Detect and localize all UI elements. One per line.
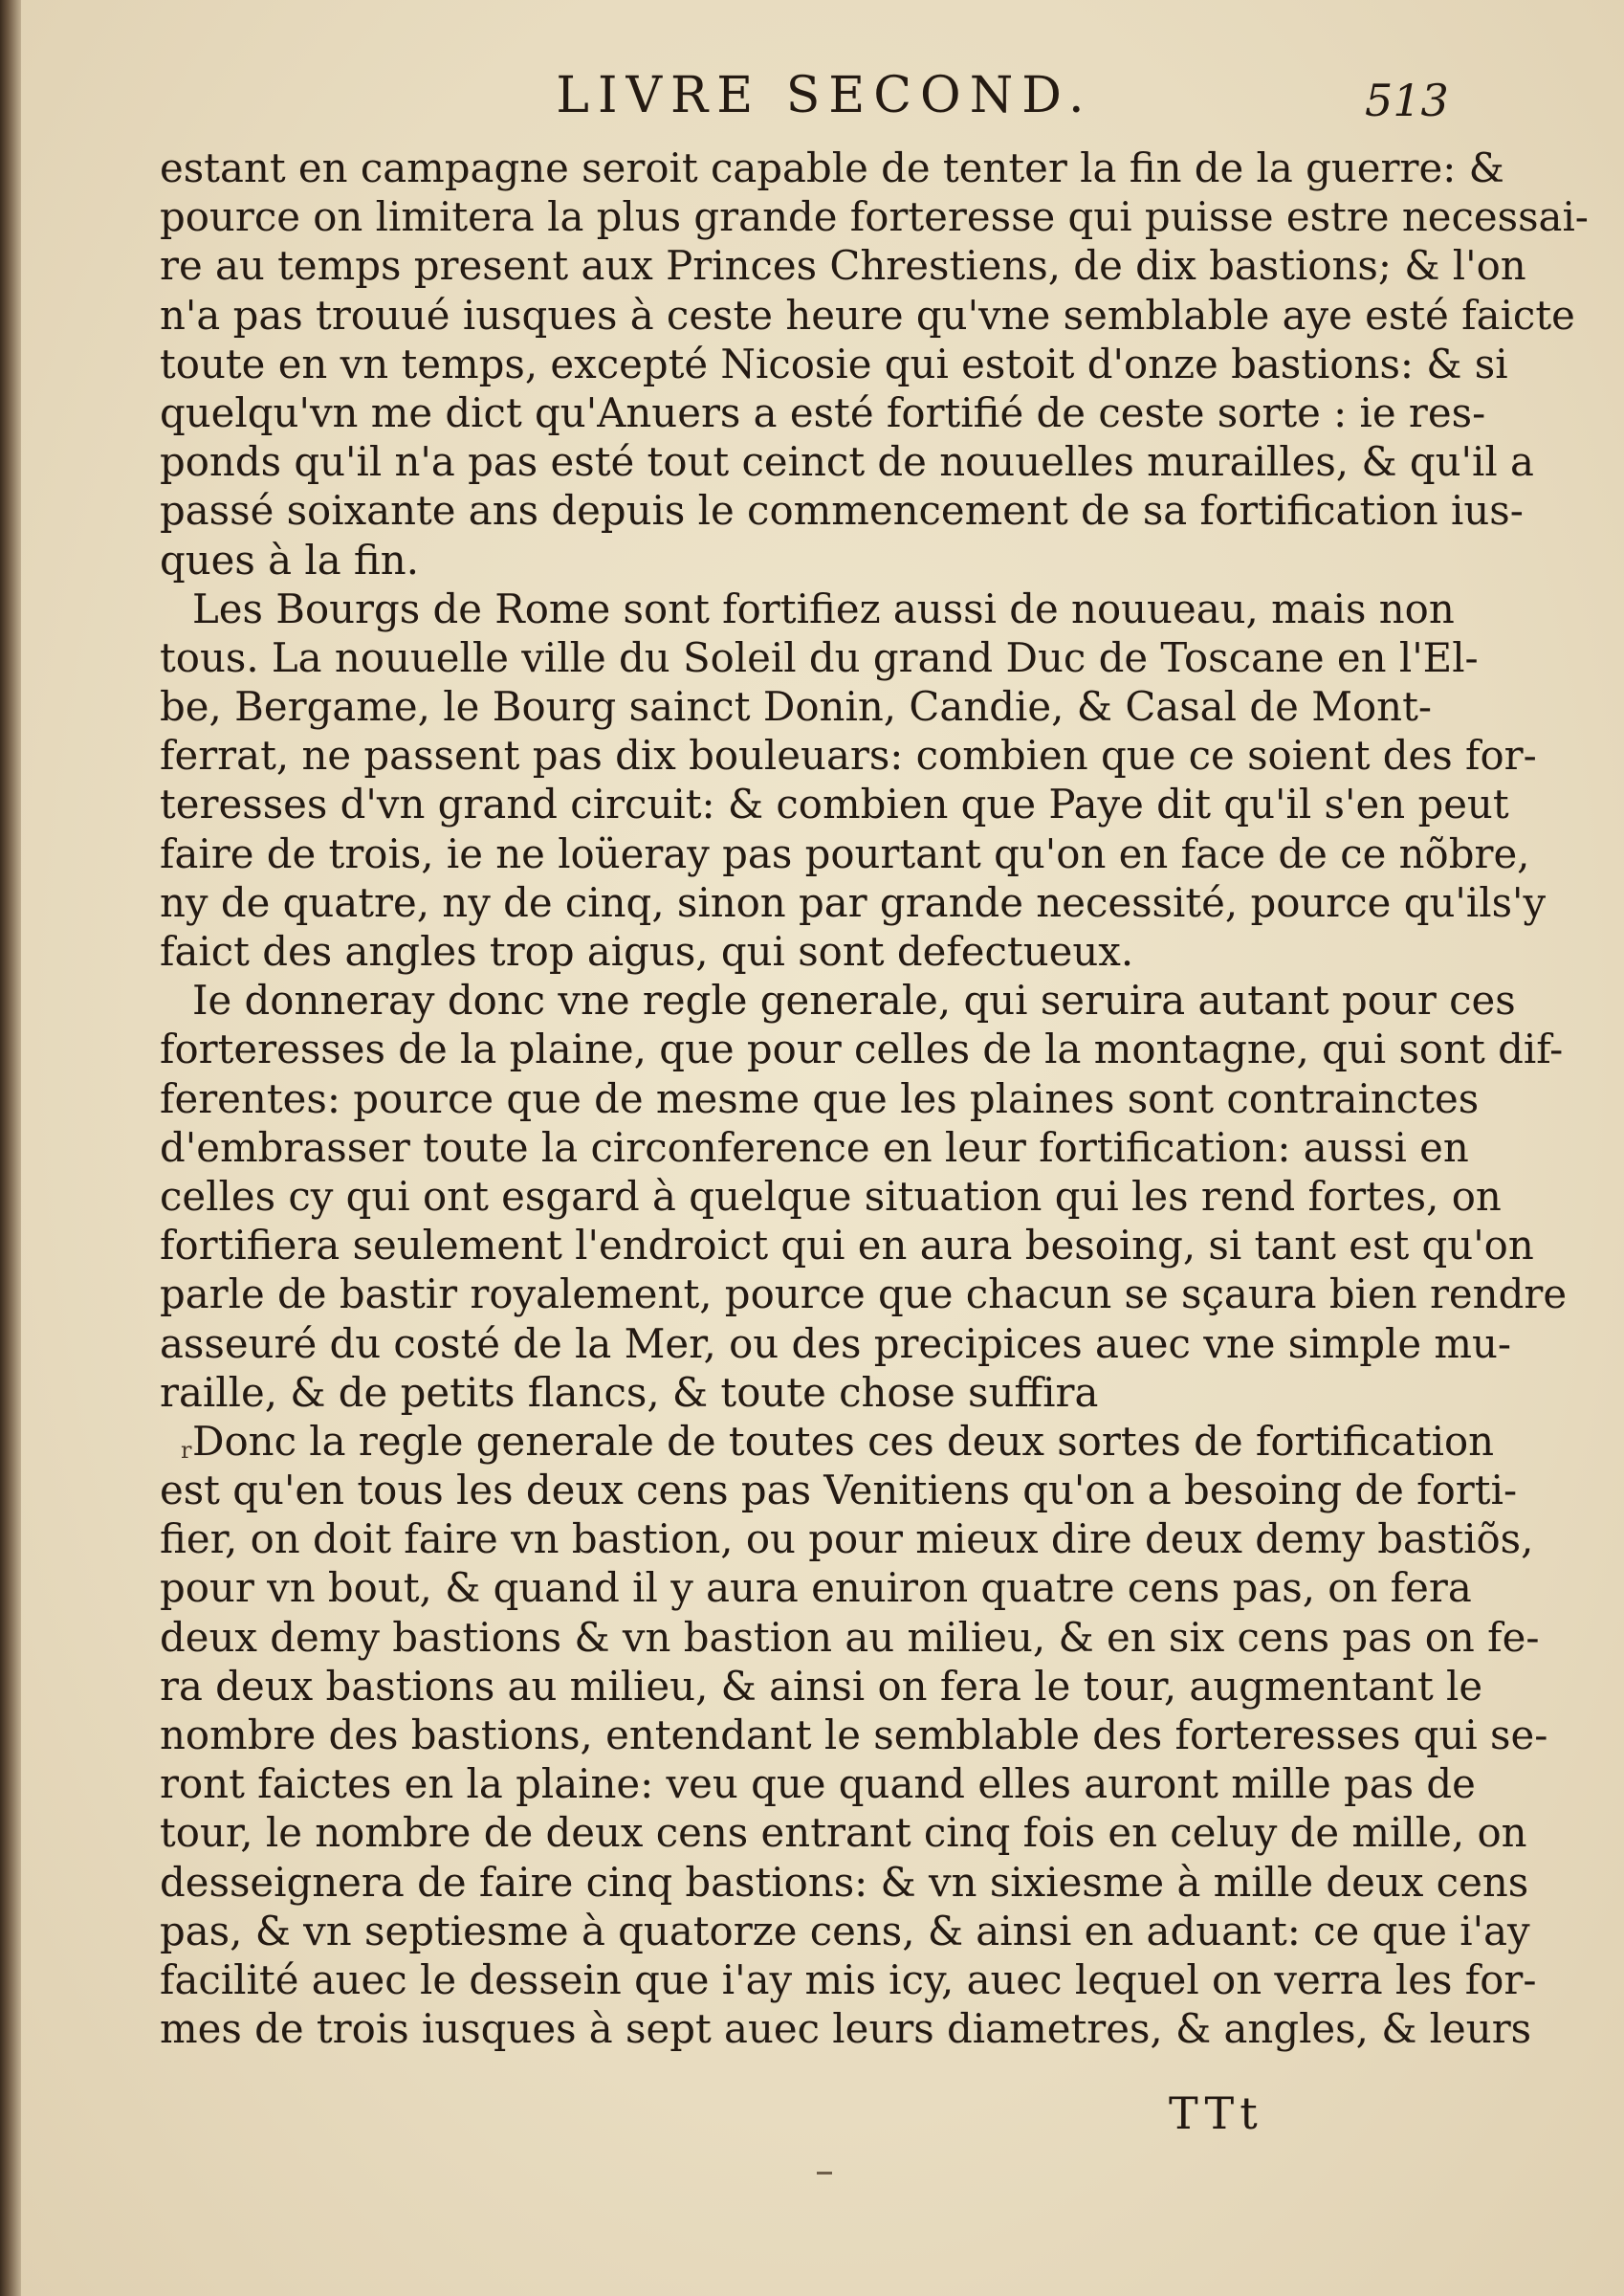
text-line: est qu'en tous les deux cens pas Venitiens qu'on a besoing de forti- [160, 1467, 1518, 1514]
text-line: deux demy bastions & vn bastion au milieu, & en six cens pas on fe- [160, 1613, 1540, 1661]
running-title: LIVRE SECOND. [556, 67, 1093, 124]
text-line: facilité auec le dessein que i'ay mis icy, auec lequel on verra les for- [160, 1955, 1537, 2003]
text-line: ra deux bastions au milieu, & ainsi on fera le tour, augmentant le [160, 1662, 1483, 1710]
text-line: faire de trois, ie ne loüeray pas pourtant qu'on en face de ce nõbre, [160, 829, 1530, 877]
text-line: forteresses de la plaine, que pour celles de la montagne, qui sont dif- [160, 1026, 1564, 1073]
paragraph-mark: r [181, 1437, 192, 1464]
text-line: pour vn bout, & quand il y aura enuiron quatre cens pas, on fera [160, 1564, 1472, 1612]
text-line: estant en campagne seroit capable de tenter la fin de la guerre: & [160, 144, 1504, 191]
text-line: Ie donneray donc vne regle generale, qui seruira autant pour ces [192, 977, 1516, 1025]
text-line: d'embrasser toute la circonference en leur fortification: aussi en [160, 1123, 1469, 1171]
text-line: desseignera de faire cinq bastions: & vn sixiesme à mille deux cens [160, 1858, 1529, 1906]
text-line: mes de trois iusques à sept auec leurs diametres, & angles, & leurs [160, 2005, 1532, 2053]
signature-mark: TTt [1169, 2087, 1263, 2139]
foot-dash-mark [817, 2172, 832, 2175]
text-line: passé soixante ans depuis le commencement de sa fortification ius- [160, 487, 1524, 535]
book-page [21, 0, 1624, 2296]
text-line: celles cy qui ont esgard à quelque situation qui les rend fortes, on [160, 1172, 1502, 1220]
text-line: Les Bourgs de Rome sont fortifiez aussi de nouueau, mais non [192, 585, 1455, 632]
text-line: ques à la fin. [160, 536, 420, 584]
text-line: be, Bergame, le Bourg sainct Donin, Candie, & Casal de Mont- [160, 683, 1432, 731]
text-line: ront faictes en la plaine: veu que quand elles auront mille pas de [160, 1760, 1476, 1808]
body-text [160, 144, 1589, 2053]
text-line: asseuré du costé de la Mer, ou des precipices auec vne simple mu- [160, 1319, 1512, 1367]
text-line: pource on limitera la plus grande forteresse qui puisse estre necessai- [160, 193, 1589, 241]
text-line: quelqu'vn me dict qu'Anuers a esté fortifié de ceste sorte : ie res- [160, 388, 1486, 436]
text-line: Donc la regle generale de toutes ces deux sortes de fortification [192, 1417, 1495, 1465]
text-line: faict des angles trop aigus, qui sont defectueux. [160, 928, 1134, 975]
text-line: nombre des bastions, entendant le semblable des forteresses qui se- [160, 1711, 1548, 1758]
page-header [21, 57, 1624, 144]
text-line: fier, on doit faire vn bastion, ou pour mieux dire deux demy bastiõs, [160, 1515, 1534, 1563]
text-line: toute en vn temps, excepté Nicosie qui estoit d'onze bastions: & si [160, 340, 1508, 387]
text-line: ferrat, ne passent pas dix bouleuars: combien que ce soient des for- [160, 732, 1537, 780]
text-line: tous. La nouuelle ville du Soleil du grand Duc de Toscane en l'El- [160, 633, 1479, 681]
text-line: parle de bastir royalement, pource que chacun se sçaura bien rendre [160, 1270, 1568, 1318]
text-line: ny de quatre, ny de cinq, sinon par grande necessité, pource qu'ils'y [160, 878, 1547, 926]
text-line: raille, & de petits flancs, & toute chose suffira [160, 1368, 1099, 1416]
text-line: tour, le nombre de deux cens entrant cinq fois en celuy de mille, on [160, 1809, 1527, 1857]
text-line: re au temps present aux Princes Chrestiens, de dix bastions; & l'on [160, 242, 1526, 290]
text-line: n'a pas trouué iusques à ceste heure qu'vne semblable aye esté faicte [160, 291, 1575, 339]
text-line: teresses d'vn grand circuit: & combien que Paye dit qu'il s'en peut [160, 781, 1509, 828]
text-line: pas, & vn septiesme à quatorze cens, & ainsi en aduant: ce que i'ay [160, 1907, 1530, 1954]
page-number: 513 [1365, 75, 1449, 126]
text-line: fortifiera seulement l'endroict qui en aura besoing, si tant est qu'on [160, 1222, 1534, 1269]
text-line: ferentes: pource que de mesme que les plaines sont contrainctes [160, 1074, 1480, 1122]
text-line: ponds qu'il n'a pas esté tout ceinct de nouuelles murailles, & qu'il a [160, 438, 1534, 486]
